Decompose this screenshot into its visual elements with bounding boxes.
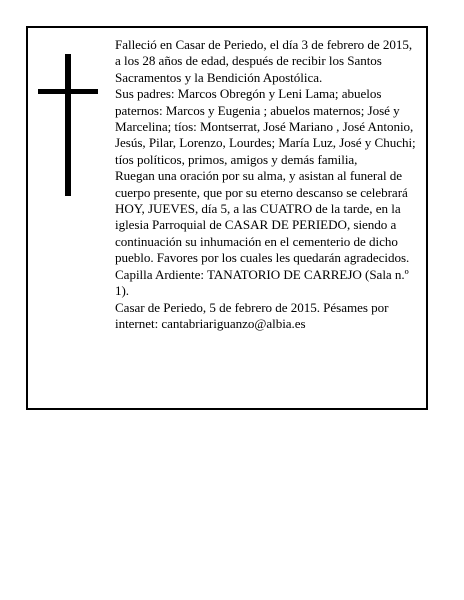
death-announcement-paragraph: Falleció en Casar de Periedo, el día 3 de febrero de 2015, a los 28 años de edad, después de recibir los Santos Sacramentos y la Bendición Apostólica. <box>115 37 413 85</box>
obituary-text <box>115 37 421 332</box>
condolences-paragraph: Casar de Periedo, 5 de febrero de 2015. Pésames por internet: cantabriariguanzo@albia.es <box>115 299 389 331</box>
cross-horizontal-bar <box>38 89 98 94</box>
family-paragraph: Sus padres: Marcos Obregón y Leni Lama; abuelos paternos: Marcos y Eugenia ; abuelos maternos; José y Marcelina; tíos: Montserrat, José Mariano , José Antonio, Jesús, Pilar, Lorenzo, Lourdes; María Luz, José y Chuchi; tíos políticos, primos, amigos y demás familia, <box>115 86 416 167</box>
latin-cross-icon <box>38 54 98 196</box>
cross-vertical-bar <box>65 54 71 196</box>
funeral-details-paragraph: Ruegan una oración por su alma, y asistan al funeral de cuerpo presente, que por su eterno descanso se celebrará HOY, JUEVES, día 5, a las CUATRO de la tarde, en la iglesia Parroquial de CASAR DE PERIEDO, siendo a continuación su inhumación en el cementerio de dicho pueblo. Favores por los cuales les quedarán agradecidos. Capilla Ardiente: TANATORIO DE CARREJO (Sala n.º 1). <box>115 168 410 299</box>
